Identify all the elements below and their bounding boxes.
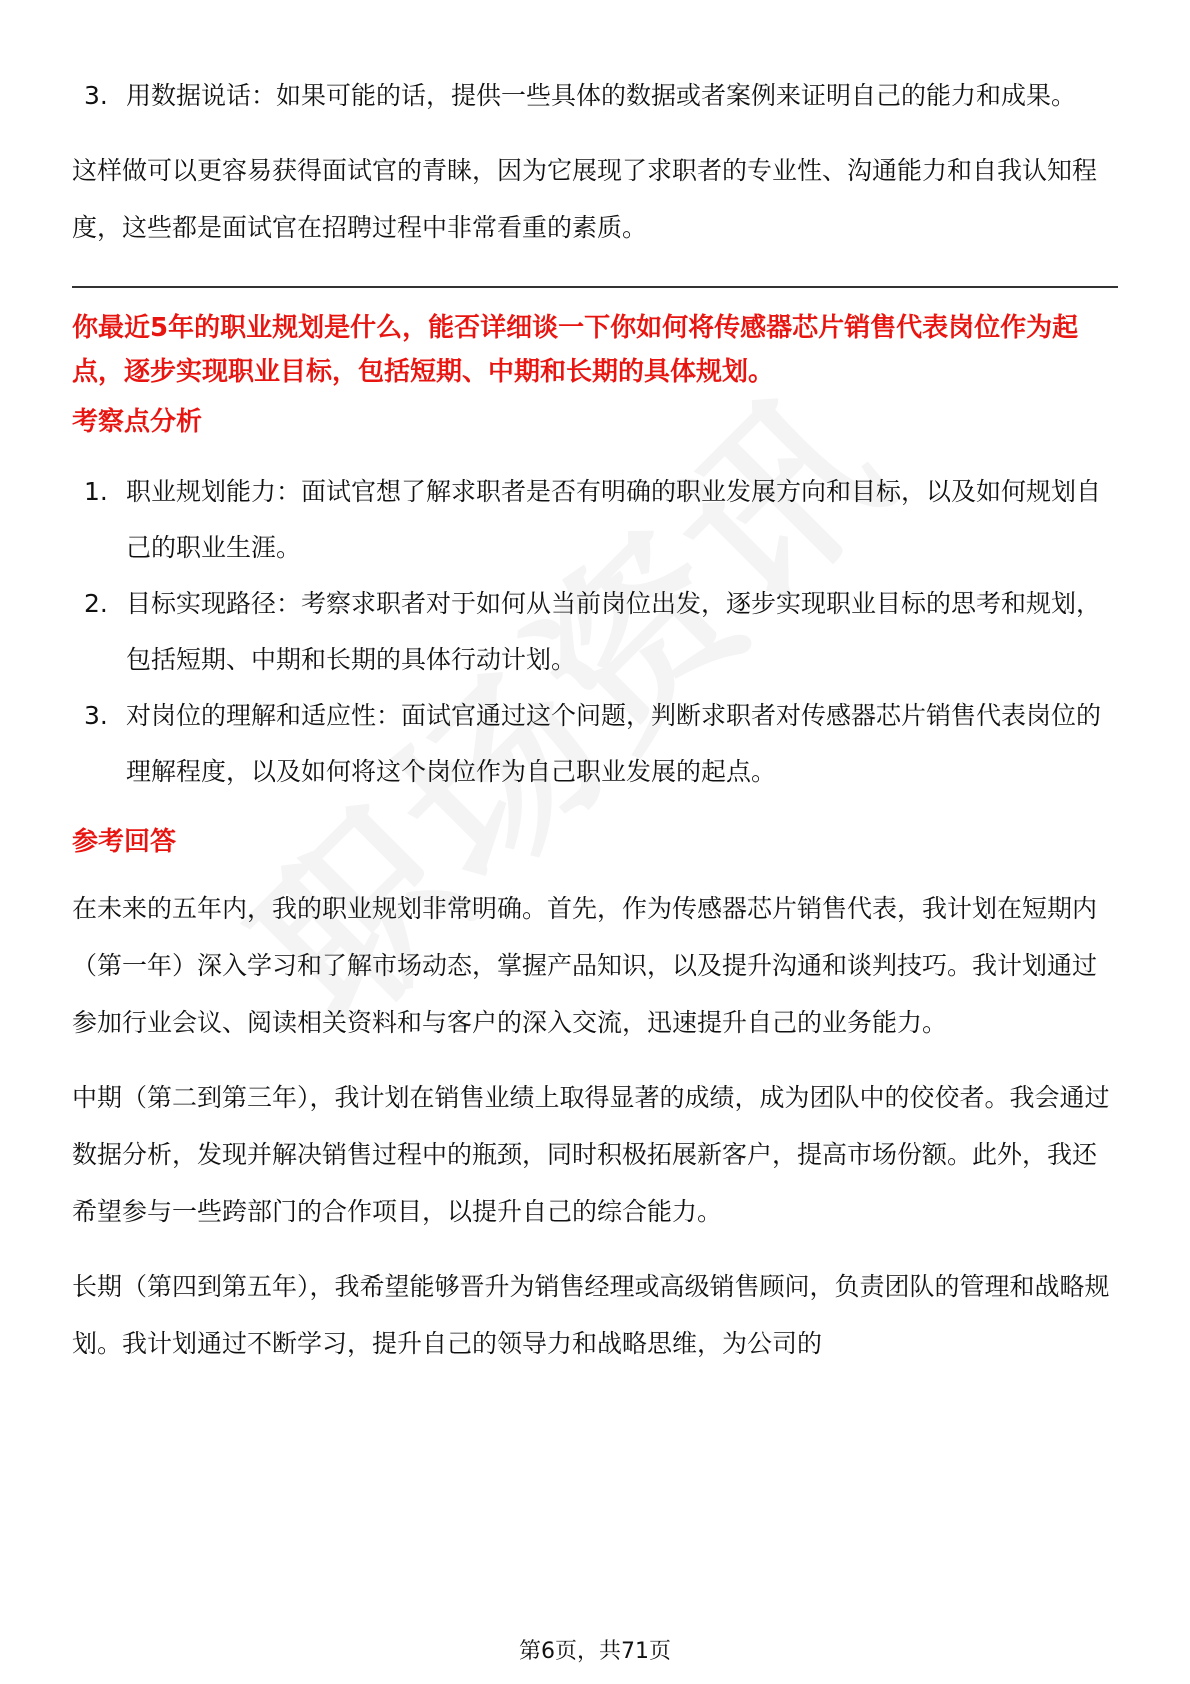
list-item-number: 3. — [84, 81, 108, 110]
answer-paragraph: 长期（第四到第五年），我希望能够晋升为销售经理或高级销售顾问，负责团队的管理和战略规划。我计划通过不断学习，提升自己的领导力和战略思维，为公司的 — [72, 1272, 1110, 1358]
summary-paragraph: 这样做可以更容易获得面试官的青睐，因为它展现了求职者的专业性、沟通能力和自我认知程度，这些都是面试官在招聘过程中非常看重的素质。 — [72, 156, 1098, 242]
list-item-text: 用数据说话：如果可能的话，提供一些具体的数据或者案例来证明自己的能力和成果。 — [126, 81, 1077, 110]
interview-question: 你最近5年的职业规划是什么，能否详细谈一下你如何将传感器芯片销售代表岗位作为起点，逐步实现职业目标，包括短期、中期和长期的具体规划。 — [72, 313, 1079, 387]
list-item — [72, 464, 1118, 576]
list-item-number: 1. — [84, 477, 108, 506]
page-footer: 第6页，共71页 — [519, 1639, 671, 1664]
answer-paragraph: 中期（第二到第三年），我计划在销售业绩上取得显著的成绩，成为团队中的佼佼者。我会通过数据分析，发现并解决销售过程中的瓶颈，同时积极拓展新客户，提高市场份额。此外，我还希望参与一些跨部门的合作项目，以提升自己的综合能力。 — [72, 1083, 1110, 1226]
list-item-text: 对岗位的理解和适应性：面试官通过这个问题，判断求职者对传感器芯片销售代表岗位的理解程度，以及如何将这个岗位作为自己职业发展的起点。 — [126, 701, 1102, 786]
answer-paragraph: 在未来的五年内，我的职业规划非常明确。首先，作为传感器芯片销售代表，我计划在短期内（第一年）深入学习和了解市场动态，掌握产品知识，以及提升沟通和谈判技巧。我计划通过参加行业会议、阅读相关资料和与客户的深入交流，迅速提升自己的业务能力。 — [72, 894, 1098, 1037]
page-content — [72, 68, 1118, 1372]
section-divider — [72, 286, 1118, 288]
list-item-text: 目标实现路径：考察求职者对于如何从当前岗位出发，逐步实现职业目标的思考和规划，包括短期、中期和长期的具体行动计划。 — [126, 589, 1102, 674]
list-item-number: 3. — [84, 701, 108, 730]
list-item — [72, 576, 1118, 688]
list-item — [72, 68, 1118, 124]
top-list — [72, 68, 1118, 124]
list-item-text: 职业规划能力：面试官想了解求职者是否有明确的职业发展方向和目标，以及如何规划自己的职业生涯。 — [126, 477, 1102, 562]
answer-heading: 参考回答 — [72, 827, 177, 857]
list-item-number: 2. — [84, 589, 108, 618]
list-item — [72, 688, 1118, 800]
analysis-list — [72, 464, 1118, 800]
analysis-heading: 考察点分析 — [72, 407, 203, 437]
